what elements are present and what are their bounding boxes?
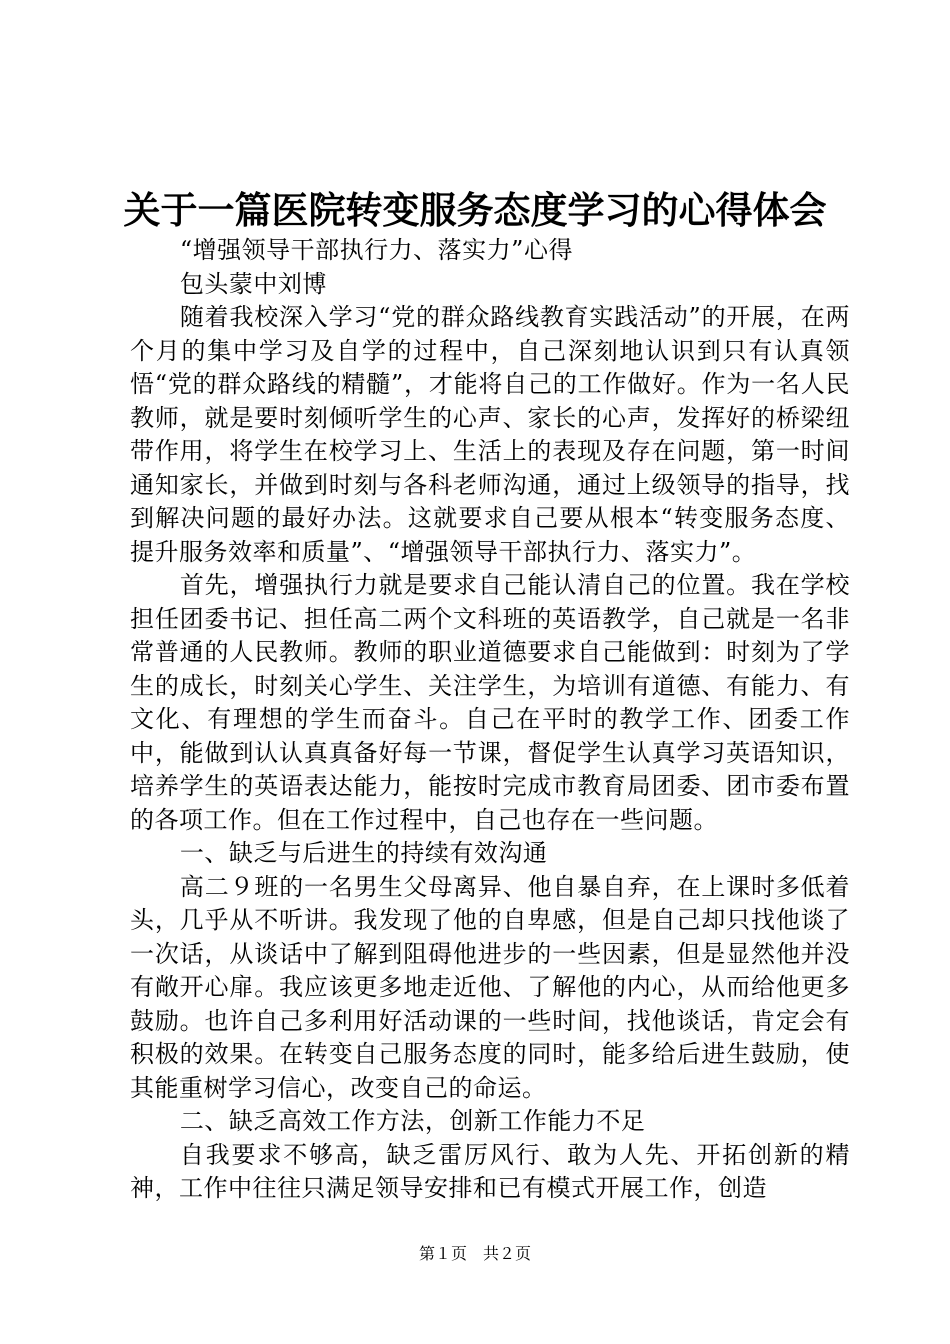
page-footer: 第１页 共２页 (418, 1244, 531, 1263)
body-paragraph: 首先，增强执行力就是要求自己能认清自己的位置。我在学校担任团委书记、担任高二两个文科班的英语教学，自己就是一名非常普通的人民教师。教师的职业道德要求自己能做到：时刻为了学生的成长，时刻关心学生、关注学生，为培训有道德、有能力、有文化、有理想的学生而奋斗。自己在平时的教学工作、团委工作中，能做到认认真真备好每一节课，督促学生认真学习英语知识，培养学生的英语表达能力，能按时完成市教育局团委、团市委布置的各项工作。但在工作过程中，自己也存在一些问题。 (130, 571, 850, 834)
body-paragraph: 自我要求不够高，缺乏雷厉风行、敢为人先、开拓创新的精神，工作中往往只满足领导安排和已有模式开展工作，创造 (130, 1140, 850, 1202)
body-paragraph: 高二９班的一名男生父母离异、他自暴自弃，在上课时多低着头，几乎从不听讲。我发现了他的自卑感，但是自己却只找他谈了一次话，从谈话中了解到阻碍他进步的一些因素，但是显然他并没有敞开心扉。我应该更多地走近他、了解他的内心，从而给他更多鼓励。也许自己多利用好活动课的一些时间，找他谈话，肯定会有积极的效果。在转变自己服务态度的同时，能多给后进生鼓励，使其能重树学习信心，改变自己的命运。 (130, 872, 850, 1102)
section-heading: 一、缺乏与后进生的持续有效沟通 (179, 839, 548, 867)
body-paragraph: 随着我校深入学习“党的群众路线教育实践活动”的开展，在两个月的集中学习及自学的过程中，自己深刻地认识到只有认真领悟“党的群众路线的精髓”，才能将自己的工作做好。作为一名人民教师，就是要时刻倾听学生的心声、家长的心声，发挥好的桥梁纽带作用，将学生在校学习上、生活上的表现及存在问题，第一时间通知家长，并做到时刻与各科老师沟通，通过上级领导的指导，找到解决问题的最好办法。这就要求自己要从根本“转变服务态度、提升服务效率和质量”、“增强领导干部执行力、落实力”。 (130, 303, 850, 566)
section-heading: 二、缺乏高效工作方法，创新工作能力不足 (179, 1107, 646, 1135)
author-paragraph: 包头蒙中刘博 (179, 269, 327, 298)
document-title: 关于一篇医院转变服务态度学习的心得体会 (123, 188, 827, 232)
subtitle-paragraph: “增强领导干部执行力、落实力”心得 (179, 236, 573, 264)
document-body (130, 234, 850, 1206)
